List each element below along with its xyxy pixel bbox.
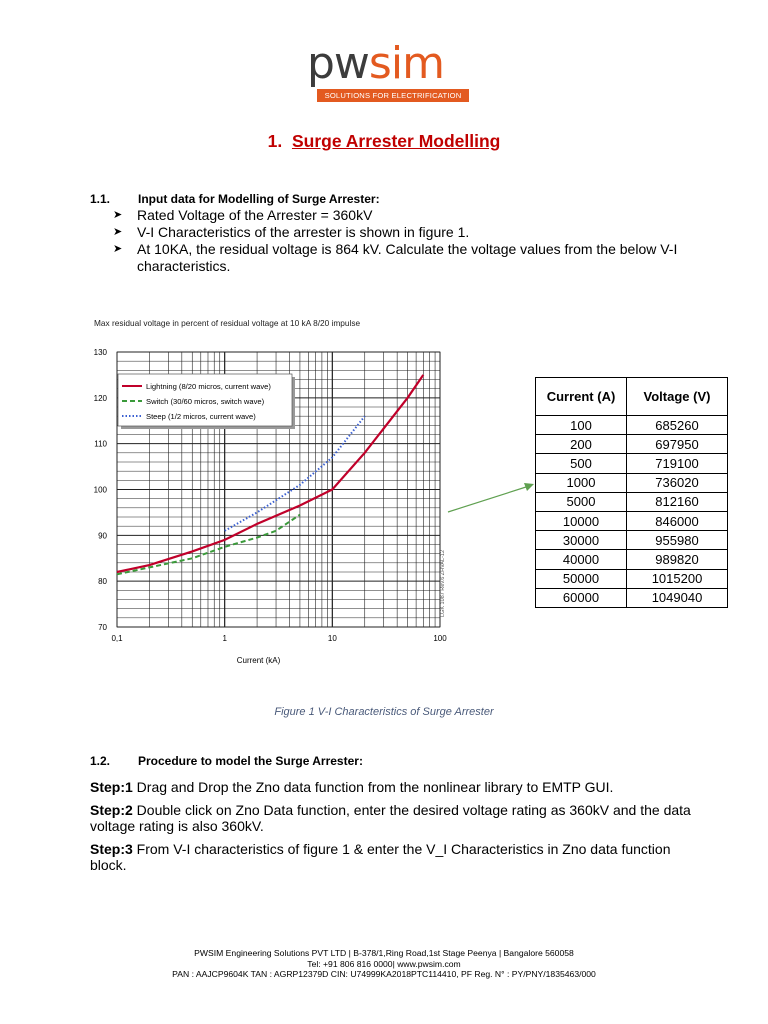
step-1: Step:1 Drag and Drop the Zno data function from the nonlinear library to EMTP GUI. bbox=[90, 779, 614, 795]
cell-voltage: 989820 bbox=[627, 550, 728, 569]
chart-side-note: LGK 1087 Rev.6 ZHVAL-12 bbox=[440, 549, 446, 617]
table-row bbox=[536, 588, 728, 607]
logo-tagline: SOLUTIONS FOR ELECTRIFICATION bbox=[317, 89, 469, 102]
arrow-bullet-icon: ➤ bbox=[113, 226, 123, 238]
step-3: Step:3 From V-I characteristics of figure 1 & enter the V_I Characteristics in Zno data function block. bbox=[90, 840, 671, 873]
input-data-list bbox=[113, 207, 683, 275]
y-tick-label: 80 bbox=[98, 577, 107, 587]
column-header-voltage: Voltage (V) bbox=[627, 378, 728, 416]
column-header-current: Current (A) bbox=[536, 378, 627, 416]
footer-registration: PAN : AAJCP9604K TAN : AGRP12379D CIN: U74999KA2018PTC114410, PF Reg. N° : PY/PNY/1835463/000 bbox=[172, 969, 596, 979]
procedure-steps bbox=[90, 779, 710, 880]
legend-label: Lightning (8/20 micros, current wave) bbox=[146, 382, 271, 391]
cell-current: 100 bbox=[536, 416, 627, 435]
cell-voltage: 812160 bbox=[627, 492, 728, 511]
cell-voltage: 846000 bbox=[627, 511, 728, 530]
y-tick-label: 130 bbox=[93, 348, 107, 357]
section-2-number: 1.2. bbox=[90, 754, 111, 768]
table-row bbox=[536, 492, 728, 511]
list-item: ➤ Rated Voltage of the Arrester = 360kV bbox=[113, 207, 373, 223]
x-tick-label: 100 bbox=[433, 634, 447, 643]
cell-current: 10000 bbox=[536, 511, 627, 530]
footer-address: PWSIM Engineering Solutions PVT LTD | B-378/1,Ring Road,1st Stage Peenya | Bangalore 560058 bbox=[194, 948, 574, 958]
y-tick-label: 110 bbox=[94, 439, 107, 449]
list-item: ➤ V-I Characteristics of the arrester is shown in figure 1. bbox=[113, 224, 470, 240]
x-tick-label: 10 bbox=[327, 634, 337, 643]
y-tick-label: 120 bbox=[93, 393, 107, 403]
arrow-bullet-icon: ➤ bbox=[113, 243, 123, 255]
y-tick-label: 90 bbox=[98, 531, 107, 541]
x-tick-label: 0,1 bbox=[111, 634, 123, 643]
company-logo bbox=[307, 38, 467, 103]
cell-voltage: 955980 bbox=[627, 531, 728, 550]
list-item: ➤ At 10KA, the residual voltage is 864 kV. Calculate the voltage values from the below V-I characteristics. bbox=[113, 241, 678, 274]
arrow-bullet-icon: ➤ bbox=[113, 209, 123, 221]
cell-current: 1000 bbox=[536, 473, 627, 492]
y-tick-label: 100 bbox=[93, 485, 107, 495]
table-row bbox=[536, 473, 728, 492]
chart-title: Max residual voltage in percent of residual voltage at 10 kA 8/20 impulse bbox=[94, 318, 361, 328]
table-row bbox=[536, 569, 728, 588]
cell-current: 30000 bbox=[536, 531, 627, 550]
y-tick-label: 70 bbox=[98, 623, 107, 632]
section-1-heading: Input data for Modelling of Surge Arrester: bbox=[138, 192, 380, 206]
cell-voltage: 1049040 bbox=[627, 588, 728, 607]
vi-table bbox=[535, 377, 728, 608]
footer-contact: Tel: +91 806 816 0000| www.pwsim.com bbox=[307, 958, 461, 969]
table-row bbox=[536, 531, 728, 550]
cell-current: 5000 bbox=[536, 492, 627, 511]
cell-voltage: 719100 bbox=[627, 454, 728, 473]
legend-label: Steep (1/2 micros, current wave) bbox=[146, 412, 256, 421]
table-row bbox=[536, 435, 728, 454]
step-2: Step:2 Double click on Zno Data function, enter the desired voltage rating as 360kV and the data voltage rating is also 360kV. bbox=[90, 801, 691, 834]
cell-current: 500 bbox=[536, 454, 627, 473]
page-title bbox=[0, 131, 768, 152]
cell-current: 50000 bbox=[536, 569, 627, 588]
x-tick-label: 1 bbox=[222, 634, 227, 643]
cell-current: 60000 bbox=[536, 588, 627, 607]
section-2-heading: Procedure to model the Surge Arrester: bbox=[138, 754, 363, 768]
cell-voltage: 1015200 bbox=[627, 569, 728, 588]
title-text: Surge Arrester Modelling bbox=[291, 131, 501, 151]
cell-voltage: 685260 bbox=[627, 416, 728, 435]
figure-caption: Figure 1 V-I Characteristics of Surge Arrester bbox=[274, 706, 494, 718]
cell-current: 40000 bbox=[536, 550, 627, 569]
table-row bbox=[536, 454, 728, 473]
logo-wordmark: pwsim bbox=[307, 38, 444, 89]
table-header-row bbox=[536, 378, 728, 416]
table-row bbox=[536, 550, 728, 569]
vi-characteristics-chart bbox=[80, 312, 460, 672]
cell-voltage: 697950 bbox=[627, 435, 728, 454]
pointer-arrow bbox=[440, 478, 540, 518]
table-row bbox=[536, 511, 728, 530]
x-axis-label: Current (kA) bbox=[236, 656, 281, 665]
title-number: 1. bbox=[267, 131, 283, 151]
section-1-number: 1.1. bbox=[90, 192, 111, 206]
cell-current: 200 bbox=[536, 435, 627, 454]
table-body bbox=[536, 416, 728, 608]
cell-voltage: 736020 bbox=[627, 473, 728, 492]
table-row bbox=[536, 416, 728, 435]
legend-label: Switch (30/60 micros, switch wave) bbox=[146, 397, 265, 406]
page-footer bbox=[0, 948, 768, 980]
